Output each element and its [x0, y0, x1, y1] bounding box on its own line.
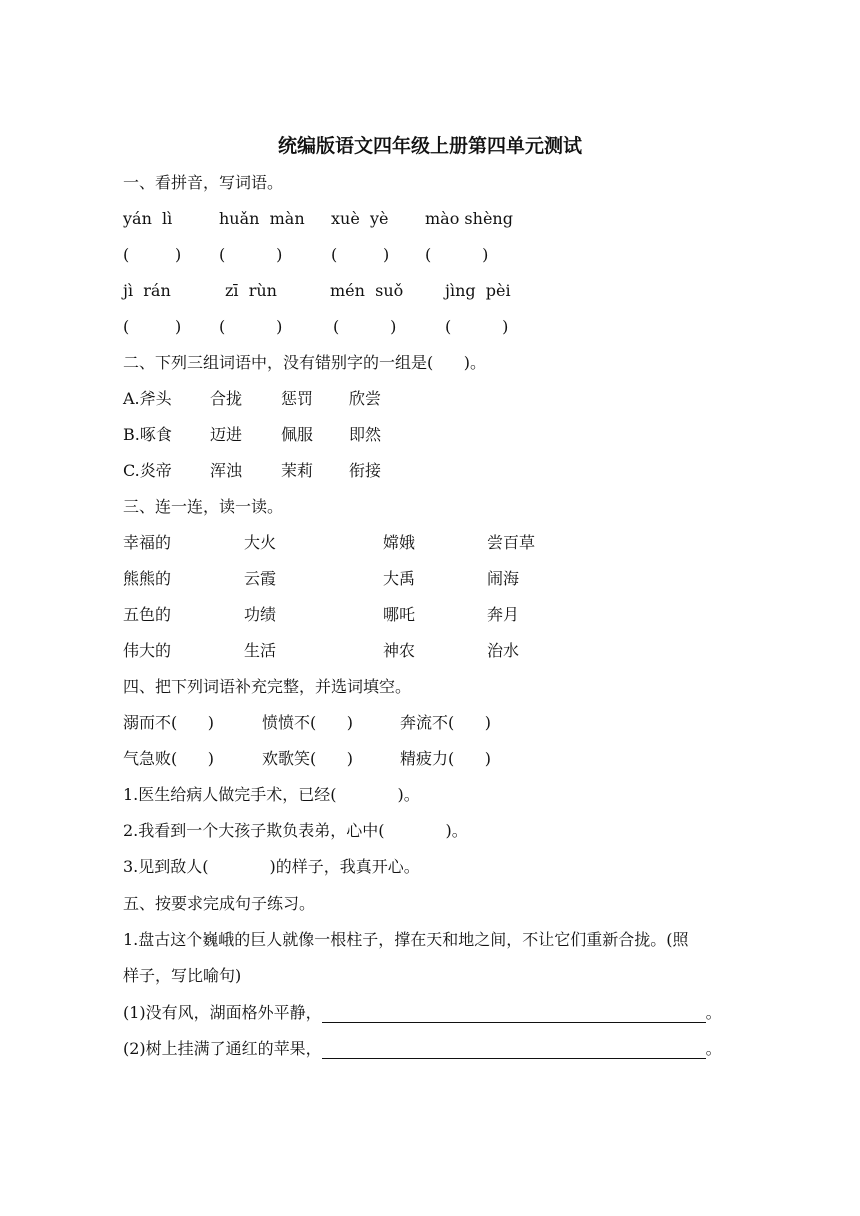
section4-heading: 四、把下列词语补充完整，并选词填空。: [123, 677, 412, 696]
answer-underline[interactable]: [322, 1006, 706, 1023]
section5-heading: 五、按要求完成句子练习。: [123, 894, 316, 913]
idiom-blank[interactable]: 溺而不( ): [123, 713, 215, 732]
end-period: 。: [705, 1003, 722, 1022]
match-word: 尝百草: [487, 533, 536, 552]
match-word: 生活: [244, 641, 277, 660]
sentence-question-1-cont: 样子，写比喻句): [123, 966, 242, 985]
fill-question-2[interactable]: 2.我看到一个大孩子欺负表弟，心中( )。: [123, 821, 468, 840]
end-period: 。: [705, 1039, 722, 1058]
section3-heading: 三、连一连，读一读。: [123, 497, 284, 516]
answer-blank[interactable]: ( ): [123, 245, 182, 264]
idiom-blank[interactable]: 精疲力( ): [400, 749, 492, 768]
idiom-blank[interactable]: 愤愤不( ): [262, 713, 354, 732]
sub-question-2: [123, 1039, 722, 1059]
pinyin: yán lì: [123, 209, 173, 228]
match-word: 大禹: [383, 569, 416, 588]
word: B.啄食: [123, 425, 172, 444]
word: 浑浊: [210, 461, 243, 480]
pinyin: jì rán: [123, 281, 171, 300]
word: C.炎帝: [123, 461, 172, 480]
pinyin: jìng pèi: [445, 281, 511, 300]
match-word: 哪吒: [383, 605, 416, 624]
answer-underline[interactable]: [322, 1042, 706, 1059]
idiom-blank[interactable]: 气急败( ): [123, 749, 215, 768]
word: 即然: [349, 425, 382, 444]
pinyin: huǎn màn: [219, 209, 305, 228]
answer-blank[interactable]: ( ): [333, 317, 397, 336]
pinyin: mào shèng: [425, 209, 513, 228]
sentence-question-1: 1.盘古这个巍峨的巨人就像一根柱子，撑在天和地之间，不让它们重新合拢。(照: [123, 930, 689, 949]
match-word: 神农: [383, 641, 416, 660]
word: 欣尝: [349, 389, 382, 408]
match-word: 嫦娥: [383, 533, 416, 552]
page-title: 统编版语文四年级上册第四单元测试: [277, 135, 582, 157]
match-word: 闹海: [487, 569, 520, 588]
fill-question-3[interactable]: 3.见到敌人( )的样子，我真开心。: [123, 857, 420, 876]
answer-blank[interactable]: ( ): [445, 317, 509, 336]
sub-question-1: [123, 1003, 722, 1023]
answer-blank[interactable]: ( ): [123, 317, 182, 336]
match-word: 奔月: [487, 605, 520, 624]
word: 茉莉: [281, 461, 314, 480]
match-word: 大火: [244, 533, 277, 552]
pinyin: xuè yè: [331, 209, 389, 228]
answer-blank[interactable]: ( ): [425, 245, 489, 264]
section1-heading: 一、看拼音，写词语。: [123, 173, 284, 192]
answer-blank[interactable]: ( ): [219, 245, 283, 264]
idiom-blank[interactable]: 欢歌笑( ): [262, 749, 354, 768]
match-word: 功绩: [244, 605, 277, 624]
pinyin: zī rùn: [225, 281, 277, 300]
fill-question-1[interactable]: 1.医生给病人做完手术，已经( )。: [123, 785, 420, 804]
match-word: 云霞: [244, 569, 277, 588]
word: 惩罚: [281, 389, 314, 408]
word: A.斧头: [123, 389, 172, 408]
answer-blank[interactable]: ( ): [219, 317, 283, 336]
word: 佩服: [281, 425, 314, 444]
match-word: 治水: [487, 641, 520, 660]
word: 合拢: [210, 389, 243, 408]
match-word: 五色的: [123, 605, 172, 624]
word: 迈进: [210, 425, 243, 444]
idiom-blank[interactable]: 奔流不( ): [400, 713, 492, 732]
match-word: 幸福的: [123, 533, 172, 552]
word: 衔接: [349, 461, 382, 480]
sub-question-2-text: (2)树上挂满了通红的苹果，: [123, 1039, 322, 1058]
answer-blank[interactable]: ( ): [331, 245, 390, 264]
section2-heading: 二、下列三组词语中，没有错别字的一组是( )。: [123, 353, 487, 372]
match-word: 伟大的: [123, 641, 172, 660]
match-word: 熊熊的: [123, 569, 172, 588]
pinyin: mén suǒ: [330, 281, 404, 300]
sub-question-1-text: (1)没有风，湖面格外平静，: [123, 1003, 322, 1022]
